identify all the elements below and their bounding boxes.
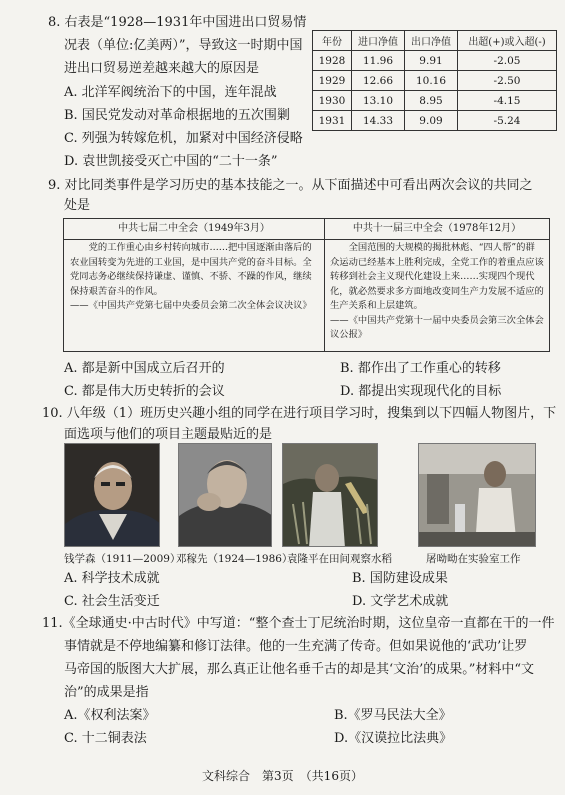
q9-comparison-table <box>63 218 550 352</box>
q8-option-a[interactable]: A. 北洋军阀统治下的中国，连年混战 <box>64 85 277 100</box>
q11-option-b[interactable]: B.《罗马民法大全》 <box>334 708 452 723</box>
q10-line-1: 10. 八年级（1）班历史兴趣小组的同学在进行项目学习时，搜集到以下四幅人物图片，下 <box>42 406 557 421</box>
q9-option-c[interactable]: C. 都是伟大历史转折的会议 <box>64 384 225 399</box>
table-header: 出超(+)或入超(-) <box>458 31 557 51</box>
table-cell: -4.15 <box>458 91 557 111</box>
lab-image <box>419 444 536 547</box>
page-footer: 文科综合 第3页 （共16页） <box>202 769 363 783</box>
table-header: 出口净值 <box>405 31 458 51</box>
q8-line-3: 进出口贸易逆差越来越大的原因是 <box>64 61 260 76</box>
caption-tu-youyou: 屠呦呦在实验室工作 <box>426 553 521 565</box>
q11-line-4: 治”的成果是指 <box>64 685 149 700</box>
table-row <box>313 111 557 131</box>
table-row <box>313 51 557 71</box>
q9-right-source: ——《中国共产党第十一届中央委员会第三次全体会议公报》 <box>330 314 544 340</box>
table-cell: 12.66 <box>352 71 405 91</box>
deng-jiaxian-photo <box>178 443 272 547</box>
portrait-image <box>65 444 160 547</box>
q9-left-heading: 中共七届二中全会（1949年3月） <box>64 219 324 240</box>
q9-option-d[interactable]: D. 都提出实现现代化的目标 <box>340 384 502 399</box>
q9-right-text: 全国范围的大规模的揭批林彪、“四人帮”的群众运动已经基本上胜利完成，全党工作的着重点应该转移到社会主义现代化建设上来……实现四个现代化，就必然要求多方面地改变同生产力发展不适应的生产关系和上层建筑。 <box>330 242 544 311</box>
divider <box>324 219 325 351</box>
q10-line-2: 面选项与他们的项目主题最贴近的是 <box>64 427 273 442</box>
q8-option-d[interactable]: D. 袁世凯接受灭亡中国的“二十一条” <box>64 154 278 169</box>
table-cell: 1931 <box>313 111 352 131</box>
q9-option-b[interactable]: B. 都作出了工作重心的转移 <box>340 361 501 376</box>
table-cell: 11.96 <box>352 51 405 71</box>
q8-option-b[interactable]: B. 国民党发动对革命根据地的五次围剿 <box>64 108 290 123</box>
q8-line-2: 况表（单位:亿美两）”，导致这一时期中国 <box>64 38 303 53</box>
table-cell: -2.50 <box>458 71 557 91</box>
table-cell: 13.10 <box>352 91 405 111</box>
q8-line-1: 8. 右表是“1928—1931年中国进出口贸易情 <box>48 15 307 30</box>
table-header: 进口净值 <box>352 31 405 51</box>
table-cell: 1930 <box>313 91 352 111</box>
field-image <box>283 444 378 547</box>
q9-option-a[interactable]: A. 都是新中国成立后召开的 <box>64 361 225 376</box>
table-cell: 9.09 <box>405 111 458 131</box>
table-cell: 10.16 <box>405 71 458 91</box>
tu-youyou-photo <box>418 443 536 547</box>
caption-qian-xuesen: 钱学森（1911—2009） <box>64 553 181 565</box>
table-cell: 14.33 <box>352 111 405 131</box>
q11-line-2: 事情就是不停地编纂和修订法律。他的一生充满了传奇。但如果说他的‘武功’让罗 <box>64 639 528 654</box>
caption-deng-jiaxian: 邓稼先（1924—1986） <box>176 553 293 565</box>
q11-option-a[interactable]: A.《权利法案》 <box>64 708 156 723</box>
portrait-image <box>179 444 272 547</box>
q10-option-c[interactable]: C. 社会生活变迁 <box>64 594 160 609</box>
table-cell: 1928 <box>313 51 352 71</box>
q10-option-d[interactable]: D. 文学艺术成就 <box>352 594 449 609</box>
q9-right-body <box>330 241 544 343</box>
table-cell: 9.91 <box>405 51 458 71</box>
caption-yuan-longping: 袁隆平在田间观察水稻 <box>287 553 392 565</box>
q9-line-2: 处是 <box>64 198 91 213</box>
table-row <box>313 71 557 91</box>
table-header-row <box>313 31 557 51</box>
q9-left-source: ——《中国共产党第七届中央委员会第二次全体会议决议》 <box>70 300 312 311</box>
qian-xuesen-photo <box>64 443 160 547</box>
q11-option-c[interactable]: C. 十二铜表法 <box>64 731 147 746</box>
q11-line-3: 马帝国的版图大大扩展，那么真正让他名垂千古的却是其‘文治’的成果。”材料中“文 <box>64 662 535 677</box>
q9-left-body <box>70 241 320 314</box>
table-row <box>313 91 557 111</box>
q10-option-a[interactable]: A. 科学技术成就 <box>64 571 160 586</box>
table-cell: 8.95 <box>405 91 458 111</box>
table-header: 年份 <box>313 31 352 51</box>
q9-left-text: 党的工作重心由乡村转向城市……把中国逐渐由落后的农业国转变为先进的工业国，是中国共产党的奋斗目标。全党同志务必继续保持谦虚、谨慎、不骄、不躁的作风，继续保持艰苦奋斗的作风。 <box>70 242 312 297</box>
q8-trade-table <box>312 30 557 131</box>
table-cell: -5.24 <box>458 111 557 131</box>
q11-option-d[interactable]: D.《汉谟拉比法典》 <box>334 731 453 746</box>
table-cell: -2.05 <box>458 51 557 71</box>
q8-option-c[interactable]: C. 列强为转嫁危机，加紧对中国经济侵略 <box>64 131 303 146</box>
q10-option-b[interactable]: B. 国防建设成果 <box>352 571 448 586</box>
q11-line-1: 11.《全球通史·中古时代》中写道：“整个查士丁尼统治时期，这位皇帝一直都在干的一件 <box>42 616 555 631</box>
q9-right-heading: 中共十一届三中全会（1978年12月） <box>325 219 549 240</box>
table-cell: 1929 <box>313 71 352 91</box>
yuan-longping-photo <box>282 443 378 547</box>
q9-line-1: 9. 对比同类事件是学习历史的基本技能之一。从下面描述中可看出两次会议的共同之 <box>48 178 533 193</box>
